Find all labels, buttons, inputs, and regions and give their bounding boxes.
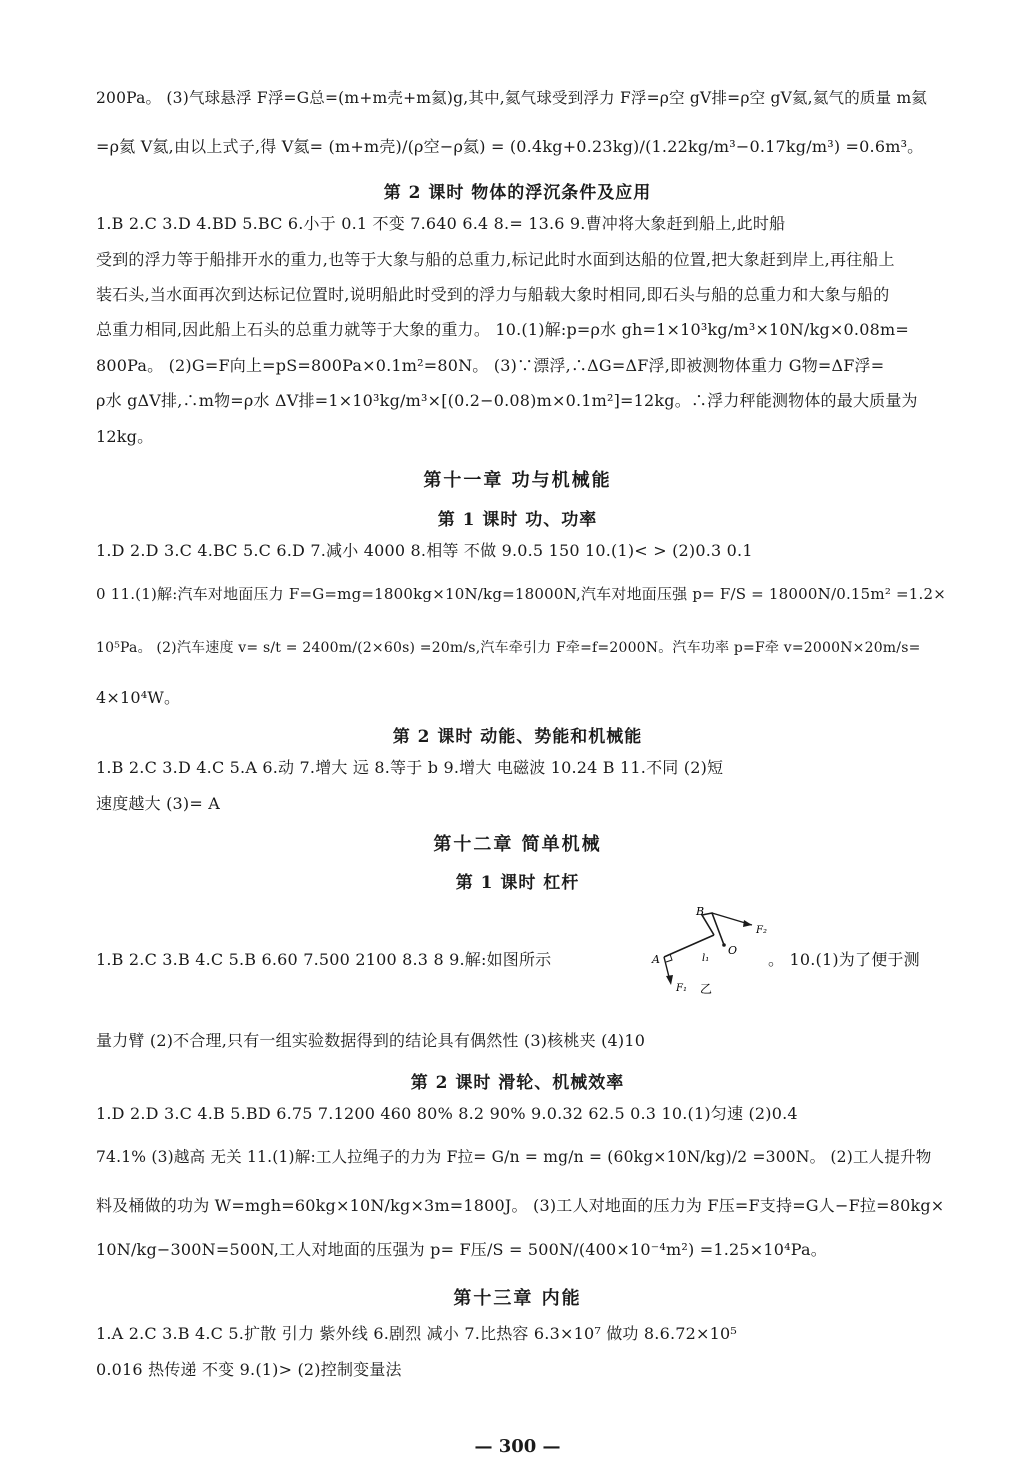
force-f2-arrowhead xyxy=(743,920,752,927)
chapter-heading: 第十三章 内能 xyxy=(453,1288,582,1309)
text-line: 200Pa。 (3)气球悬浮 F浮=G总=(m+m壳+m氦)g,其中,氦气球受到浮力 F浮=ρ空 gV排=ρ空 gV氦,氦气的质量 m氦 xyxy=(96,89,928,107)
section-heading: 第 2 课时 滑轮、机械效率 xyxy=(410,1073,625,1093)
section-heading: 第 1 课时 功、功率 xyxy=(437,510,598,530)
chapter-heading: 第十一章 功与机械能 xyxy=(423,470,612,491)
text-line: 4×10⁴W。 xyxy=(96,688,181,707)
text-line: 800Pa。 (2)G=F向上=pS=800Pa×0.1m²=80N。 (3)∵漂浮,∴ΔG=ΔF浮,即被测物体重力 G物=ΔF浮= xyxy=(96,356,885,375)
text-line: 装石头,当水面再次到达标记位置时,说明船此时受到的浮力与船载大象时相同,即石头与船的总重力和大象与船的 xyxy=(96,285,890,304)
text-line: 10N/kg−300N=500N,工人对地面的压强为 p= F压/S = 500N/(400×10⁻⁴m²) =1.25×10⁴Pa。 xyxy=(96,1240,827,1259)
text-line: =ρ氦 V氦,由以上式子,得 V氦= (m+m壳)/(ρ空−ρ氦) = (0.4kg+0.23kg)/(1.22kg/m³−0.17kg/m³) =0.6m³。 xyxy=(96,137,924,156)
text-line: 速度越大 (3)= A xyxy=(96,794,220,813)
text-line: 量力臂 (2)不合理,只有一组实验数据得到的结论具有偶然性 (3)核桃夹 (4)10 xyxy=(96,1031,646,1050)
label-o: O xyxy=(728,944,738,957)
text-line: 受到的浮力等于船排开水的重力,也等于大象与船的总重力,标记此时水面到达船的位置,把大象赶到岸上,再往船上 xyxy=(96,250,895,269)
text-line: 总重力相同,因此船上石头的总重力就等于大象的重力。 10.(1)解:p=ρ水 gh=1×10³kg/m³×10N/kg×0.08m= xyxy=(96,320,909,339)
text-line: 料及桶做的功为 W=mgh=60kg×10N/kg×3m=1800J。 (3)工人对地面的压力为 F压=F支持=G人−F拉=80kg× xyxy=(96,1196,945,1215)
pivot-point xyxy=(722,943,726,947)
figure-caption: 乙 xyxy=(700,982,713,995)
section-heading: 第 2 课时 物体的浮沉条件及应用 xyxy=(383,183,652,203)
section-heading: 第 2 课时 动能、势能和机械能 xyxy=(392,727,643,747)
text-line: 0.016 热传递 不变 9.(1)> (2)控制变量法 xyxy=(96,1360,402,1379)
text-line: 10⁵Pa。 (2)汽车速度 v= s/t = 2400m/(2×60s) =20m/s,汽车牵引力 F牵=f=2000N。汽车功率 p=F牵 v=2000N×20m/s= xyxy=(96,640,921,656)
lever-bend xyxy=(702,913,724,945)
text-line: 1.D 2.D 3.C 4.BC 5.C 6.D 7.减小 4000 8.相等 不做 9.0.5 150 10.(1)< > (2)0.3 0.1 xyxy=(96,541,753,560)
text-line: 1.B 2.C 3.D 4.C 5.A 6.动 7.增大 远 8.等于 b 9.增大 电磁波 10.24 B 11.不同 (2)短 xyxy=(96,758,724,777)
text-line: 。 10.(1)为了便于测 xyxy=(768,950,920,969)
text-line: ρ水 gΔV排,∴m物=ρ水 ΔV排=1×10³kg/m³×[(0.2−0.08)m×0.1m²]=12kg。∴浮力秤能测物体的最大质量为 xyxy=(96,391,918,410)
text-line: 1.D 2.D 3.C 4.B 5.BD 6.75 7.1200 460 80% 8.2 90% 9.0.32 62.5 0.3 10.(1)匀速 (2)0.4 xyxy=(96,1104,798,1123)
text-line: 74.1% (3)越高 无关 11.(1)解:工人拉绳子的力为 F拉= G/n = mg/n = (60kg×10N/kg)/2 =300N。 (2)工人提升物 xyxy=(96,1148,932,1166)
text-line: 0 11.(1)解:汽车对地面压力 F=G=mg=1800kg×10N/kg=18000N,汽车对地面压强 p= F/S = 18000N/0.15m² =1.2× xyxy=(96,585,947,603)
text-line: 12kg。 xyxy=(96,427,154,446)
section-heading: 第 1 课时 杠杆 xyxy=(455,873,580,893)
text-line: 1.B 2.C 3.B 4.C 5.B 6.60 7.500 2100 8.3 8 9.解:如图所示 xyxy=(96,950,552,969)
label-f1: F₁ xyxy=(676,983,687,994)
text-line: 1.B 2.C 3.D 4.BD 5.BC 6.小于 0.1 不变 7.640 6.4 8.= 13.6 9.曹冲将大象赶到船上,此时船 xyxy=(96,214,786,233)
force-f1-arrowhead xyxy=(666,975,673,985)
label-a: A xyxy=(652,953,660,966)
text-line: 1.A 2.C 3.B 4.C 5.扩散 引力 紫外线 6.剧烈 减小 7.比热容 6.3×10⁷ 做功 8.6.72×10⁵ xyxy=(96,1324,737,1343)
label-f2: F₂ xyxy=(756,925,767,936)
chapter-heading: 第十二章 简单机械 xyxy=(433,834,602,855)
label-b: B xyxy=(696,905,705,918)
label-l1: l₁ xyxy=(702,953,710,964)
page-number: — 300 — xyxy=(474,1436,561,1457)
